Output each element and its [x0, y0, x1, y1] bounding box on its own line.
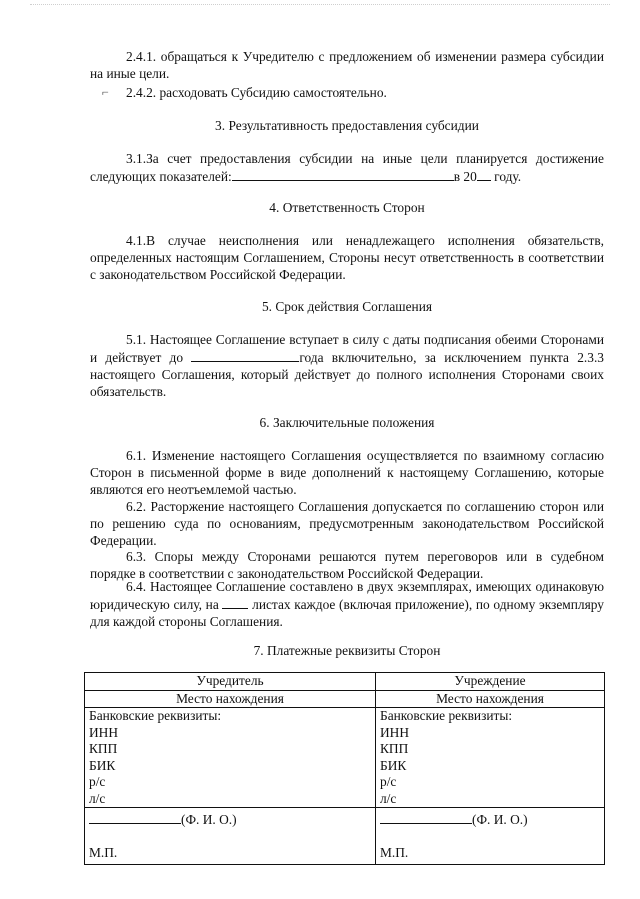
- founder-location: Место нахождения: [85, 690, 376, 708]
- signature-line: [380, 810, 472, 824]
- clause-4-1: 4.1.В случае неисполнения или ненадлежащего исполнения обязательств, определенных настоящим Соглашением, Стороны несут ответственность в соответствии с законодательством Российской Федерации.: [90, 233, 604, 282]
- fio-label: (Ф. И. О.): [181, 812, 237, 827]
- clause-6-2: 6.2. Расторжение настоящего Соглашения допускается по соглашению сторон или по решению суда по основаниям, предусмотренным законодательством Российской Федерации.: [90, 499, 604, 548]
- stamp-label: М.П.: [380, 844, 409, 860]
- section-3-heading: 3. Результативность предоставления субсидии: [215, 118, 479, 133]
- bank-details-label: Банковские реквизиты:: [89, 708, 222, 723]
- founder-signature: [85, 808, 376, 865]
- section-5-heading: 5. Срок действия Соглашения: [261, 299, 433, 314]
- clause-6-3: 6.3. Споры между Сторонами решаются путем переговоров или в судебном порядке в соответствии с законодательством Российской Федерации.: [90, 549, 604, 581]
- institution-header: Учреждение: [376, 673, 605, 691]
- founder-header: Учредитель: [85, 673, 376, 691]
- institution-location: Место нахождения: [376, 690, 605, 708]
- signature-line: [89, 810, 181, 824]
- kpp-label: КПП: [380, 741, 409, 756]
- table-header-row: [85, 673, 605, 691]
- clause-3-1: 3.1.За счет предоставления субсидии на иные цели планируется достижение следующих показателей: в 20 году.: [90, 151, 604, 184]
- scan-edge-line: [30, 4, 610, 5]
- clause-6-4: 6.4. Настоящее Соглашение составлено в двух экземплярах, имеющих одинаковую юридическую силу, на листах каждое (включая приложение), по одному экземпляру для каждой стороны Соглашения.: [90, 579, 604, 629]
- table-bank-row: [85, 708, 605, 808]
- ls-label: л/с: [380, 790, 397, 806]
- founder-bank-details: [85, 708, 376, 808]
- clause-2-4-2: 2.4.2. расходовать Субсидию самостоятельно.: [126, 85, 387, 100]
- clause-5-1: 5.1. Настоящее Соглашение вступает в силу с даты подписания обеими Сторонами и действует до года включительно, за исключением пункта 2.3.3 настоящего Соглашения, который действует до полного исполнения Сторонами своих обязательств.: [90, 332, 604, 399]
- clause-6-1: 6.1. Изменение настоящего Соглашения осуществляется по взаимному согласию Сторон в письменной форме в виде дополнений к настоящему Соглашению, которые являются его неотъемлемой частью.: [90, 448, 604, 497]
- stamp-label: М.П.: [89, 844, 118, 860]
- ls-label: л/с: [89, 790, 106, 806]
- kpp-label: КПП: [89, 741, 118, 756]
- fio-label: (Ф. И. О.): [472, 812, 528, 827]
- rs-label: р/с: [89, 774, 106, 789]
- inn-label: ИНН: [380, 724, 410, 740]
- section-6-heading: 6. Заключительные положения: [259, 415, 435, 430]
- table-location-row: [85, 690, 605, 708]
- clause-2-4-1: 2.4.1. обращаться к Учредителю с предложением об изменении размера субсидии на иные цели.: [90, 49, 604, 81]
- bank-details-label: Банковские реквизиты:: [380, 708, 513, 723]
- bik-label: БИК: [380, 757, 407, 773]
- rs-label: р/с: [380, 774, 397, 789]
- bik-label: БИК: [89, 757, 116, 773]
- handwritten-tick-mark: ⌐: [102, 85, 109, 99]
- institution-bank-details: [376, 708, 605, 808]
- section-7-heading: 7. Платежные реквизиты Сторон: [253, 643, 441, 658]
- payment-details-table: [84, 672, 605, 865]
- inn-label: ИНН: [89, 724, 119, 740]
- institution-signature: [376, 808, 605, 865]
- section-4-heading: 4. Ответственность Сторон: [269, 200, 425, 215]
- table-signature-row: [85, 808, 605, 865]
